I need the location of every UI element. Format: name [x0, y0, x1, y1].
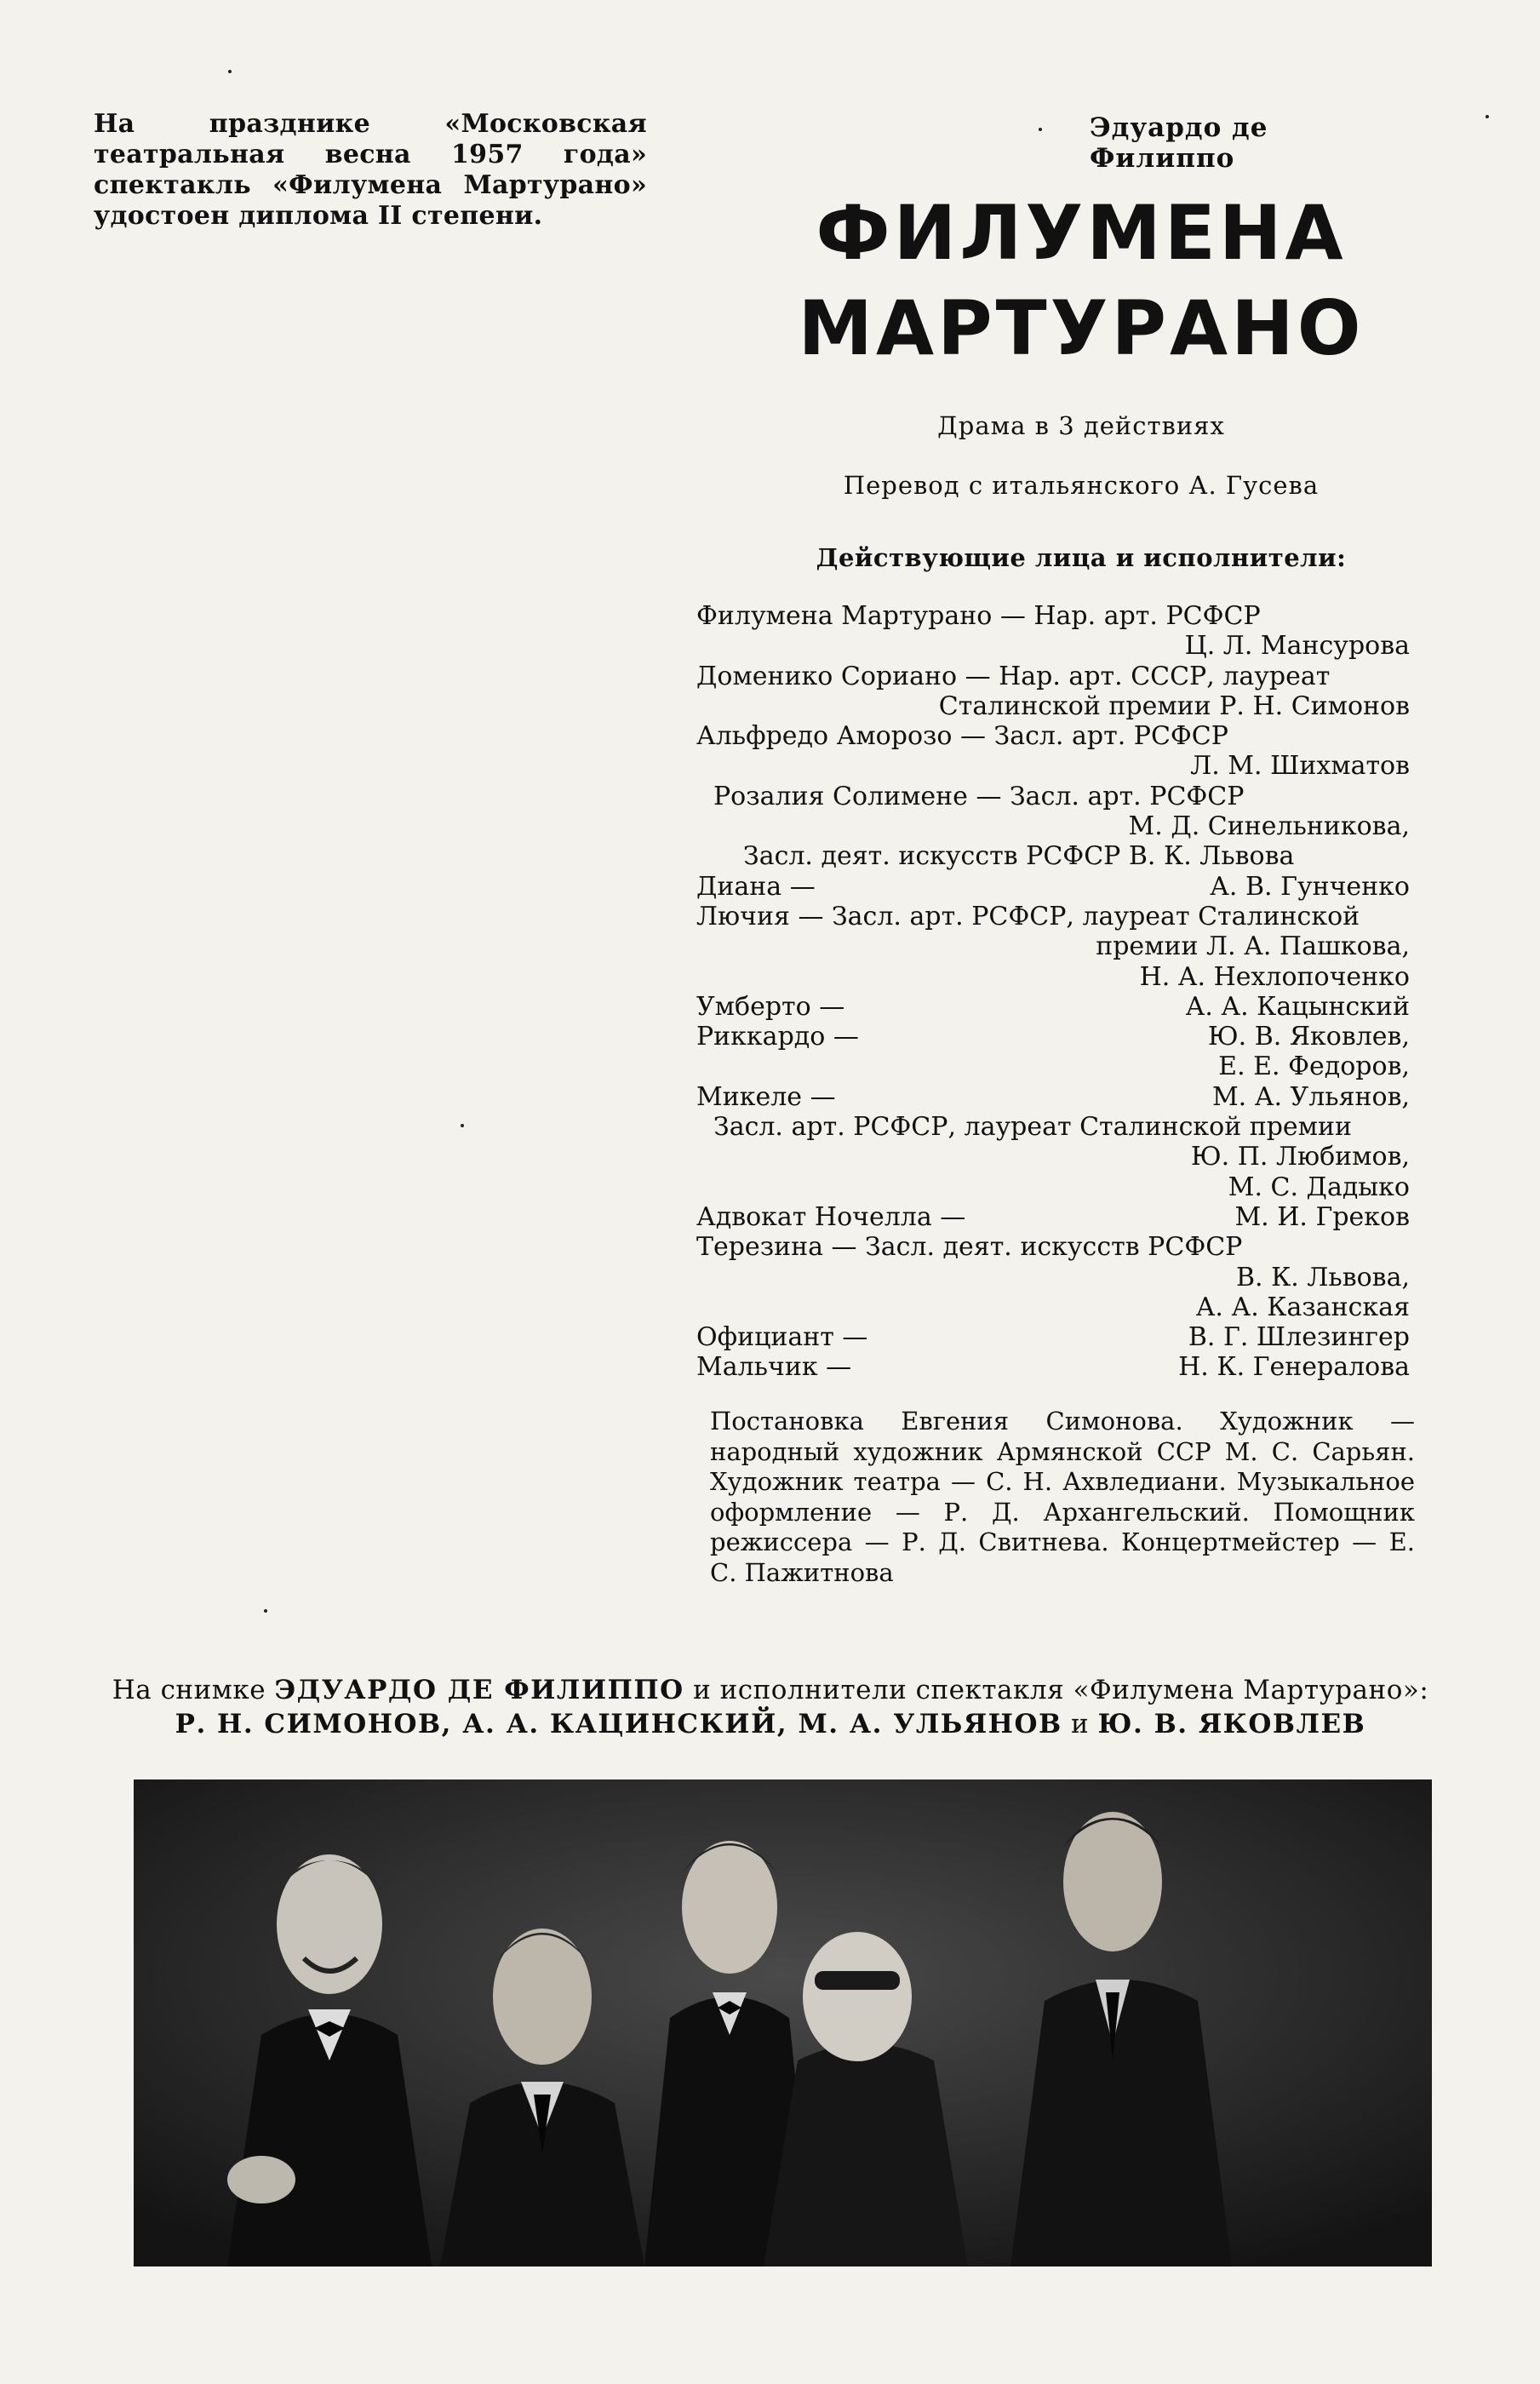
- cast-actor: М. И. Греков: [1234, 1201, 1410, 1232]
- cast-line: В. К. Львова,: [1235, 1262, 1410, 1292]
- group-photo: [134, 1779, 1432, 2267]
- cast-line: М. Д. Синельникова,: [1128, 811, 1410, 842]
- cast-line: Альфредо Аморозо — Засл. арт. РСФСР: [696, 721, 1228, 752]
- cast-line: Терезина — Засл. деят. искусств РСФСР: [696, 1232, 1243, 1263]
- play-title-line-1: ФИЛУМЕНА: [816, 189, 1347, 277]
- print-speck: [228, 70, 232, 73]
- cast-actor: В. Г. Шлезингер: [1188, 1322, 1410, 1353]
- cast-line: Ю. П. Любимов,: [1190, 1142, 1410, 1172]
- print-speck: [461, 1124, 464, 1127]
- cast-actor: Ю. В. Яковлев,: [1207, 1022, 1410, 1052]
- cast-role: Адвокат Ночелла —: [696, 1201, 966, 1232]
- photo-illustration: [134, 1779, 1432, 2267]
- caption-line-2: [51, 1707, 1490, 1741]
- cast-role: Умберто —: [696, 991, 845, 1022]
- caption-and: и: [1071, 1709, 1090, 1739]
- cast-list: [696, 601, 1410, 1383]
- translation-credit: Перевод с итальянского А. Гусева: [843, 471, 1320, 500]
- caption-actors: Р. Н. СИМОНОВ, А. А. КАЦИНСКИЙ, М. А. УЛЬЯНОВ: [175, 1709, 1062, 1739]
- play-title-line-2: МАРТУРАНО: [798, 284, 1365, 372]
- cast-line: Доменико Сориано — Нар. арт. СССР, лауреат: [696, 661, 1331, 691]
- cast-line: Сталинской премии Р. Н. Симонов: [938, 691, 1410, 721]
- cast-line: Засл. арт. РСФСР, лауреат Сталинской премии: [713, 1112, 1352, 1143]
- caption-prefix: На снимке: [112, 1675, 266, 1705]
- cast-row: [696, 1022, 1410, 1052]
- cast-line: Ц. Л. Мансурова: [1184, 631, 1410, 662]
- cast-line: Н. А. Нехлопоченко: [1139, 961, 1410, 992]
- author-name: Эдуардо де Филиппо: [1090, 112, 1268, 174]
- cast-role: Диана —: [696, 871, 816, 902]
- play-title: [749, 186, 1413, 376]
- cast-heading: Действующие лица и исполнители:: [816, 543, 1347, 572]
- cast-row: [696, 1082, 1410, 1112]
- cast-line: А. А. Казанская: [1195, 1292, 1410, 1322]
- cast-row: [696, 1352, 1410, 1382]
- genre-subtitle: Драма в 3 действиях: [937, 411, 1225, 440]
- cast-line: Л. М. Шихматов: [1190, 751, 1410, 782]
- cast-row: [696, 872, 1410, 902]
- cast-line: Засл. деят. искусств РСФСР В. К. Львова: [743, 841, 1295, 872]
- caption-name: ЭДУАРДО ДЕ ФИЛИППО: [274, 1675, 684, 1705]
- cast-line: Лючия — Засл. арт. РСФСР, лауреат Сталинской: [696, 901, 1360, 931]
- cast-line: премии Л. А. Пашкова,: [1096, 931, 1410, 962]
- award-note: На празднике «Московская театральная весна 1957 года» спектакль «Филумена Мартурано» удостоен диплома II степени.: [94, 109, 647, 231]
- print-speck: [1039, 128, 1042, 131]
- cast-row: [696, 1202, 1410, 1232]
- caption-line-1: [51, 1673, 1490, 1707]
- caption-middle: и исполнители спектакля «Филумена Мартурано»:: [693, 1675, 1429, 1705]
- print-speck: [1486, 115, 1489, 118]
- cast-actor: Н. К. Генералова: [1178, 1352, 1410, 1383]
- cast-role: Микеле —: [696, 1081, 836, 1112]
- production-credits: Постановка Евгения Симонова. Художник — народный художник Армянской ССР М. С. Сарьян. Художник театра — С. Н. Ахвледиани. Музыкальное оформление — Р. Д. Архангельский. Помощник режиссера — Р. Д. Свитнева. Концертмейстер — Е. С. Пажитнова: [710, 1407, 1415, 1587]
- print-speck: [264, 1609, 267, 1613]
- cast-line: Филумена Мартурано — Нар. арт. РСФСР: [696, 601, 1261, 631]
- cast-role: Мальчик —: [696, 1352, 852, 1383]
- cast-actor: А. А. Кацынский: [1185, 991, 1410, 1022]
- cast-actor: М. А. Ульянов,: [1211, 1081, 1410, 1112]
- cast-role: Риккардо —: [696, 1022, 859, 1052]
- cast-role: Официант —: [696, 1322, 868, 1353]
- cast-row: [696, 992, 1410, 1022]
- cast-line: Розалия Солимене — Засл. арт. РСФСР: [713, 781, 1245, 811]
- caption-last: Ю. В. ЯКОВЛЕВ: [1097, 1709, 1366, 1739]
- cast-line: Е. Е. Федоров,: [1218, 1052, 1410, 1082]
- photo-caption: [51, 1673, 1490, 1741]
- cast-row: [696, 1322, 1410, 1352]
- cast-actor: А. В. Гунченко: [1210, 871, 1410, 902]
- cast-line: М. С. Дадыко: [1228, 1172, 1410, 1202]
